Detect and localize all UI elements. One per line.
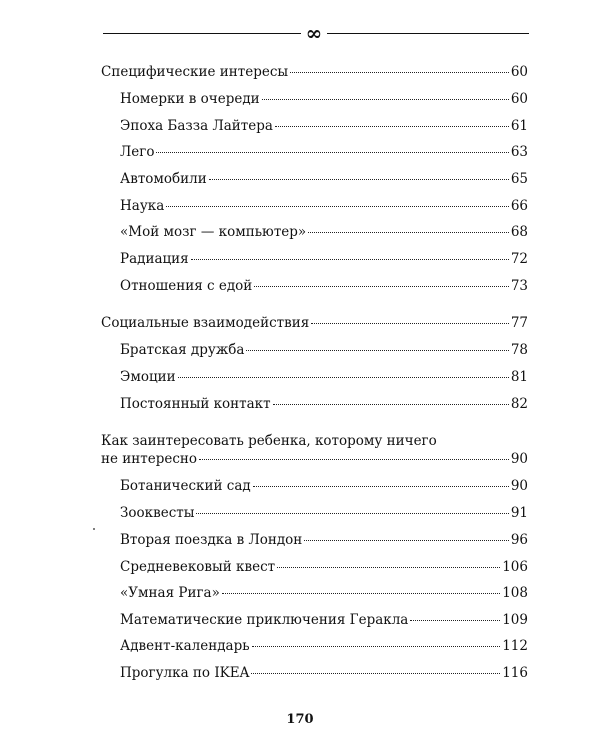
toc-item-title: Наука (120, 198, 165, 214)
toc-item[interactable] (120, 143, 528, 161)
toc-item-title: Математические приключения Геракла (120, 612, 409, 628)
toc-item-title: Адвент-календарь (120, 638, 250, 654)
dot-leader (156, 152, 508, 153)
toc-item[interactable] (120, 170, 528, 188)
page-number: 170 (286, 712, 314, 727)
dot-leader (209, 179, 509, 180)
toc-item[interactable] (120, 368, 528, 386)
toc-item[interactable] (120, 117, 528, 135)
toc-page-number: 66 (510, 198, 528, 214)
dot-leader (222, 593, 500, 594)
toc-page-number: 78 (510, 342, 528, 358)
toc-page-number: 63 (510, 144, 528, 160)
toc-item[interactable] (120, 637, 528, 655)
toc-page-number: 109 (502, 612, 528, 628)
toc-item[interactable] (120, 277, 528, 295)
dot-leader (262, 99, 509, 100)
toc-item[interactable] (120, 558, 528, 576)
dot-leader (246, 350, 508, 351)
toc-section-special-interests[interactable] (101, 63, 528, 81)
dot-leader (308, 232, 509, 233)
toc-section-engage-child[interactable] (101, 450, 528, 468)
dot-leader (191, 259, 509, 260)
toc-item-title: Отношения с едой (120, 278, 253, 294)
toc-section-title: Социальные взаимодействия (101, 315, 310, 331)
toc-item-title: Автомобили (120, 171, 207, 187)
toc-item[interactable] (120, 90, 528, 108)
toc-item-title: Номерки в очереди (120, 91, 260, 107)
toc-item[interactable] (120, 341, 528, 359)
toc-item-title: Лего (120, 144, 155, 160)
toc-section-title: Специфические интересы (101, 64, 289, 80)
dot-leader (277, 567, 500, 568)
toc-page-number: 112 (502, 638, 528, 654)
dot-leader (275, 126, 509, 127)
toc-section-title-line2: не интересно (101, 451, 198, 467)
toc-item-title: Зооквесты (120, 505, 195, 521)
dot-leader (199, 459, 509, 460)
toc-page-number: 65 (510, 171, 528, 187)
toc-page-number: 68 (510, 224, 528, 240)
toc-item[interactable] (120, 584, 528, 602)
toc-section-social-interaction[interactable] (101, 314, 528, 332)
toc-page-number: 108 (502, 585, 528, 601)
toc-item-title: Радиация (120, 251, 189, 267)
toc-page-number: 72 (510, 251, 528, 267)
toc-item-title: Ботанический сад (120, 478, 251, 494)
toc-item-title: «Мой мозг — компьютер» (120, 224, 307, 240)
toc-page-number: 106 (502, 559, 528, 575)
toc-item[interactable] (120, 250, 528, 268)
toc-section-title-line1[interactable]: Как заинтересовать ребенка, которому ничего (101, 433, 437, 449)
dot-leader (254, 286, 509, 287)
toc-item-title: Братская дружба (120, 342, 245, 358)
dot-leader (311, 323, 509, 324)
toc-item-title: Средневековый квест (120, 559, 276, 575)
infinity-ornament-icon: ∞ (301, 22, 327, 44)
toc-page-number: 60 (510, 91, 528, 107)
toc-item[interactable] (120, 611, 528, 629)
toc-page-number: 90 (510, 451, 528, 467)
dot-leader (252, 646, 501, 647)
toc-item-title: Прогулка по IKEA (120, 665, 250, 681)
dot-leader (196, 513, 508, 514)
toc-page-number: 60 (510, 64, 528, 80)
dot-leader (273, 404, 509, 405)
toc-item-title: Эпоха Базза Лайтера (120, 118, 273, 134)
toc-item[interactable] (120, 477, 528, 495)
toc-item-title: Эмоции (120, 369, 176, 385)
toc-page-number: 90 (510, 478, 528, 494)
dot-leader (251, 673, 500, 674)
dot-leader (166, 206, 509, 207)
toc-item[interactable] (120, 395, 528, 413)
toc-item-title: «Умная Рига» (120, 585, 220, 601)
toc-item-title: Вторая поездка в Лондон (120, 532, 303, 548)
dot-leader (178, 377, 509, 378)
toc-item[interactable] (120, 531, 528, 549)
toc-page-number: 91 (510, 505, 528, 521)
toc-page-number: 116 (502, 665, 528, 681)
toc-item[interactable] (120, 223, 528, 241)
dot-leader (410, 620, 500, 621)
toc-item[interactable] (120, 504, 528, 522)
toc-page-number: 81 (510, 369, 528, 385)
toc-item[interactable] (120, 197, 528, 215)
toc-page-number: 73 (510, 278, 528, 294)
scan-speck (93, 528, 95, 530)
dot-leader (290, 72, 509, 73)
toc-page-number: 61 (510, 118, 528, 134)
toc-item-title: Постоянный контакт (120, 396, 271, 412)
dot-leader (304, 540, 509, 541)
toc-page-number: 82 (510, 396, 528, 412)
toc-page-number: 77 (510, 315, 528, 331)
toc-page-number: 96 (510, 532, 528, 548)
dot-leader (253, 486, 509, 487)
toc-item[interactable] (120, 664, 528, 682)
